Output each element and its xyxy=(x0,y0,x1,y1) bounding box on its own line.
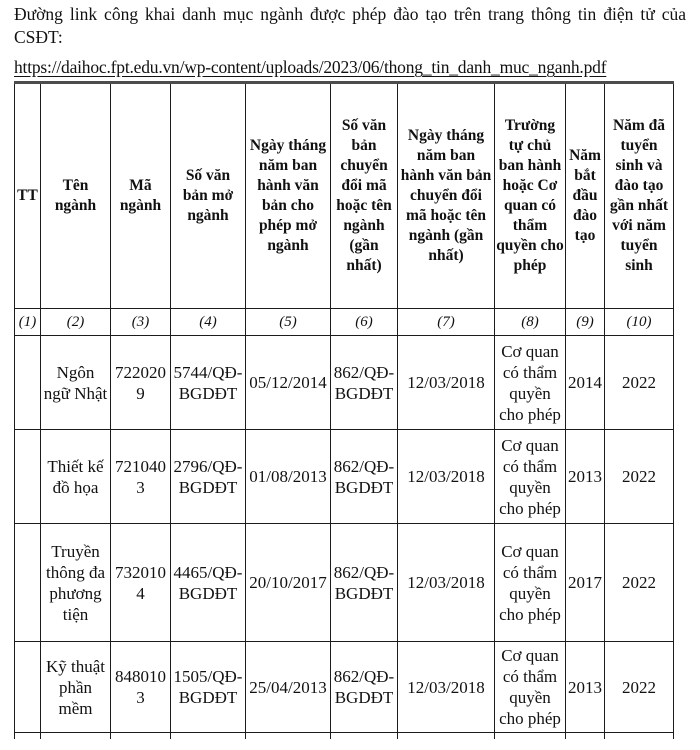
cell-so-van-ban-chuyen-doi: 862/QĐ-BGDĐT xyxy=(331,524,398,642)
intro-paragraph: Đường link công khai danh mục ngành được phép đào tạo trên trang thông tin điện tử của CSĐT: xyxy=(14,4,686,47)
column-number-cell: (6) xyxy=(331,309,398,336)
cell-ten-nganh: Ngôn ngữ Nhật xyxy=(41,336,111,430)
cell-ten-nganh: Kỹ thuật phần mềm xyxy=(41,642,111,733)
cell-nam-bat-dau: 2014 xyxy=(566,336,605,430)
table-row-clipped xyxy=(15,733,674,739)
cell-so-van-ban: 1505/QĐ-BGDĐT xyxy=(171,642,246,733)
cell-so-van-ban: 2796/QĐ-BGDĐT xyxy=(171,430,246,524)
cell-ngay-chuyen-doi: 12/03/2018 xyxy=(398,642,495,733)
header-cell-so-van-ban-chuyen-doi: Số văn bản chuyển đổi mã hoặc tên ngành (gần nhất) xyxy=(331,83,398,309)
cell-nam-tuyen-sinh: 2022 xyxy=(605,642,674,733)
cell-co-quan: Cơ quan có thẩm quyền cho phép xyxy=(495,430,566,524)
column-number-cell: (1) xyxy=(15,309,41,336)
cell-ngay-ban-hanh: 20/10/2017 xyxy=(246,524,331,642)
cell-ngay-ban-hanh: 25/04/2013 xyxy=(246,642,331,733)
cell-nam-bat-dau: 2017 xyxy=(566,524,605,642)
cell-nam-bat-dau: 2013 xyxy=(566,430,605,524)
cell-ten-nganh: Truyền thông đa phương tiện xyxy=(41,524,111,642)
cell-so-van-ban-chuyen-doi: 862/QĐ-BGDĐT xyxy=(331,642,398,733)
cell-ma-nganh: 7220209 xyxy=(111,336,171,430)
cell-tt xyxy=(15,336,41,430)
table-row-ky-thuat-phan-mem xyxy=(15,642,674,733)
cell-ngay-chuyen-doi: 12/03/2018 xyxy=(398,430,495,524)
cell-ma-nganh: 8480103 xyxy=(111,642,171,733)
column-number-cell: (10) xyxy=(605,309,674,336)
nganh-dao-tao-table xyxy=(14,81,674,739)
cell-tt xyxy=(15,430,41,524)
column-number-cell: (5) xyxy=(246,309,331,336)
cell-so-van-ban: 5744/QĐ-BGDĐT xyxy=(171,336,246,430)
cell-co-quan: Cơ quan có thẩm quyền cho phép xyxy=(495,336,566,430)
header-cell-nam-bat-dau: Năm bắt đầu đào tạo xyxy=(566,83,605,309)
cell-ten-nganh: Thiết kế đồ họa xyxy=(41,430,111,524)
cell-ma-nganh: 7210403 xyxy=(111,430,171,524)
cell-nam-tuyen-sinh: 2022 xyxy=(605,430,674,524)
header-cell-tt: TT xyxy=(15,83,41,309)
table-row-thiet-ke-do-hoa xyxy=(15,430,674,524)
cell-so-van-ban-chuyen-doi: 862/QĐ-BGDĐT xyxy=(331,336,398,430)
cell-nam-bat-dau: 2013 xyxy=(566,642,605,733)
cell-so-van-ban-chuyen-doi: 862/QĐ-BGDĐT xyxy=(331,430,398,524)
cell-nam-tuyen-sinh: 2022 xyxy=(605,336,674,430)
cell-nam-tuyen-sinh: 2022 xyxy=(605,524,674,642)
header-cell-nam-tuyen-sinh: Năm đã tuyển sinh và đào tạo gần nhất với năm tuyển sinh xyxy=(605,83,674,309)
danh-muc-nganh-pdf-link[interactable]: https://daihoc.fpt.edu.vn/wp-content/uploads/2023/06/thong_tin_danh_muc_nganh.pdf xyxy=(14,57,607,77)
cell-co-quan: Cơ quan có thẩm quyền cho phép xyxy=(495,642,566,733)
header-cell-ngay-chuyen-doi: Ngày tháng năm ban hành văn bản chuyển đổi mã hoặc tên ngành (gần nhất) xyxy=(398,83,495,309)
table-row-truyen-thong-da-phuong-tien xyxy=(15,524,674,642)
cell-ma-nganh: 7320104 xyxy=(111,524,171,642)
cell-tt xyxy=(15,524,41,642)
cell-tt xyxy=(15,642,41,733)
column-number-row xyxy=(15,309,674,336)
column-number-cell: (7) xyxy=(398,309,495,336)
header-cell-co-quan: Trường tự chủ ban hành hoặc Cơ quan có thẩm quyền cho phép xyxy=(495,83,566,309)
header-cell-so-van-ban: Số văn bản mở ngành xyxy=(171,83,246,309)
cell-so-van-ban: 4465/QĐ-BGDĐT xyxy=(171,524,246,642)
cell-co-quan: Cơ quan có thẩm quyền cho phép xyxy=(495,524,566,642)
header-cell-ten-nganh: Tên ngành xyxy=(41,83,111,309)
column-number-cell: (2) xyxy=(41,309,111,336)
cell-ngay-ban-hanh: 01/08/2013 xyxy=(246,430,331,524)
cell-ngay-chuyen-doi: 12/03/2018 xyxy=(398,524,495,642)
table-row-ngon-ngu-nhat xyxy=(15,336,674,430)
column-number-cell: (9) xyxy=(566,309,605,336)
table-header-row xyxy=(15,83,674,309)
column-number-cell: (8) xyxy=(495,309,566,336)
column-number-cell: (3) xyxy=(111,309,171,336)
header-cell-ngay-ban-hanh: Ngày tháng năm ban hành văn bản cho phép mở ngành xyxy=(246,83,331,309)
cell-ngay-ban-hanh: 05/12/2014 xyxy=(246,336,331,430)
header-cell-ma-nganh: Mã ngành xyxy=(111,83,171,309)
cell-ngay-chuyen-doi: 12/03/2018 xyxy=(398,336,495,430)
column-number-cell: (4) xyxy=(171,309,246,336)
